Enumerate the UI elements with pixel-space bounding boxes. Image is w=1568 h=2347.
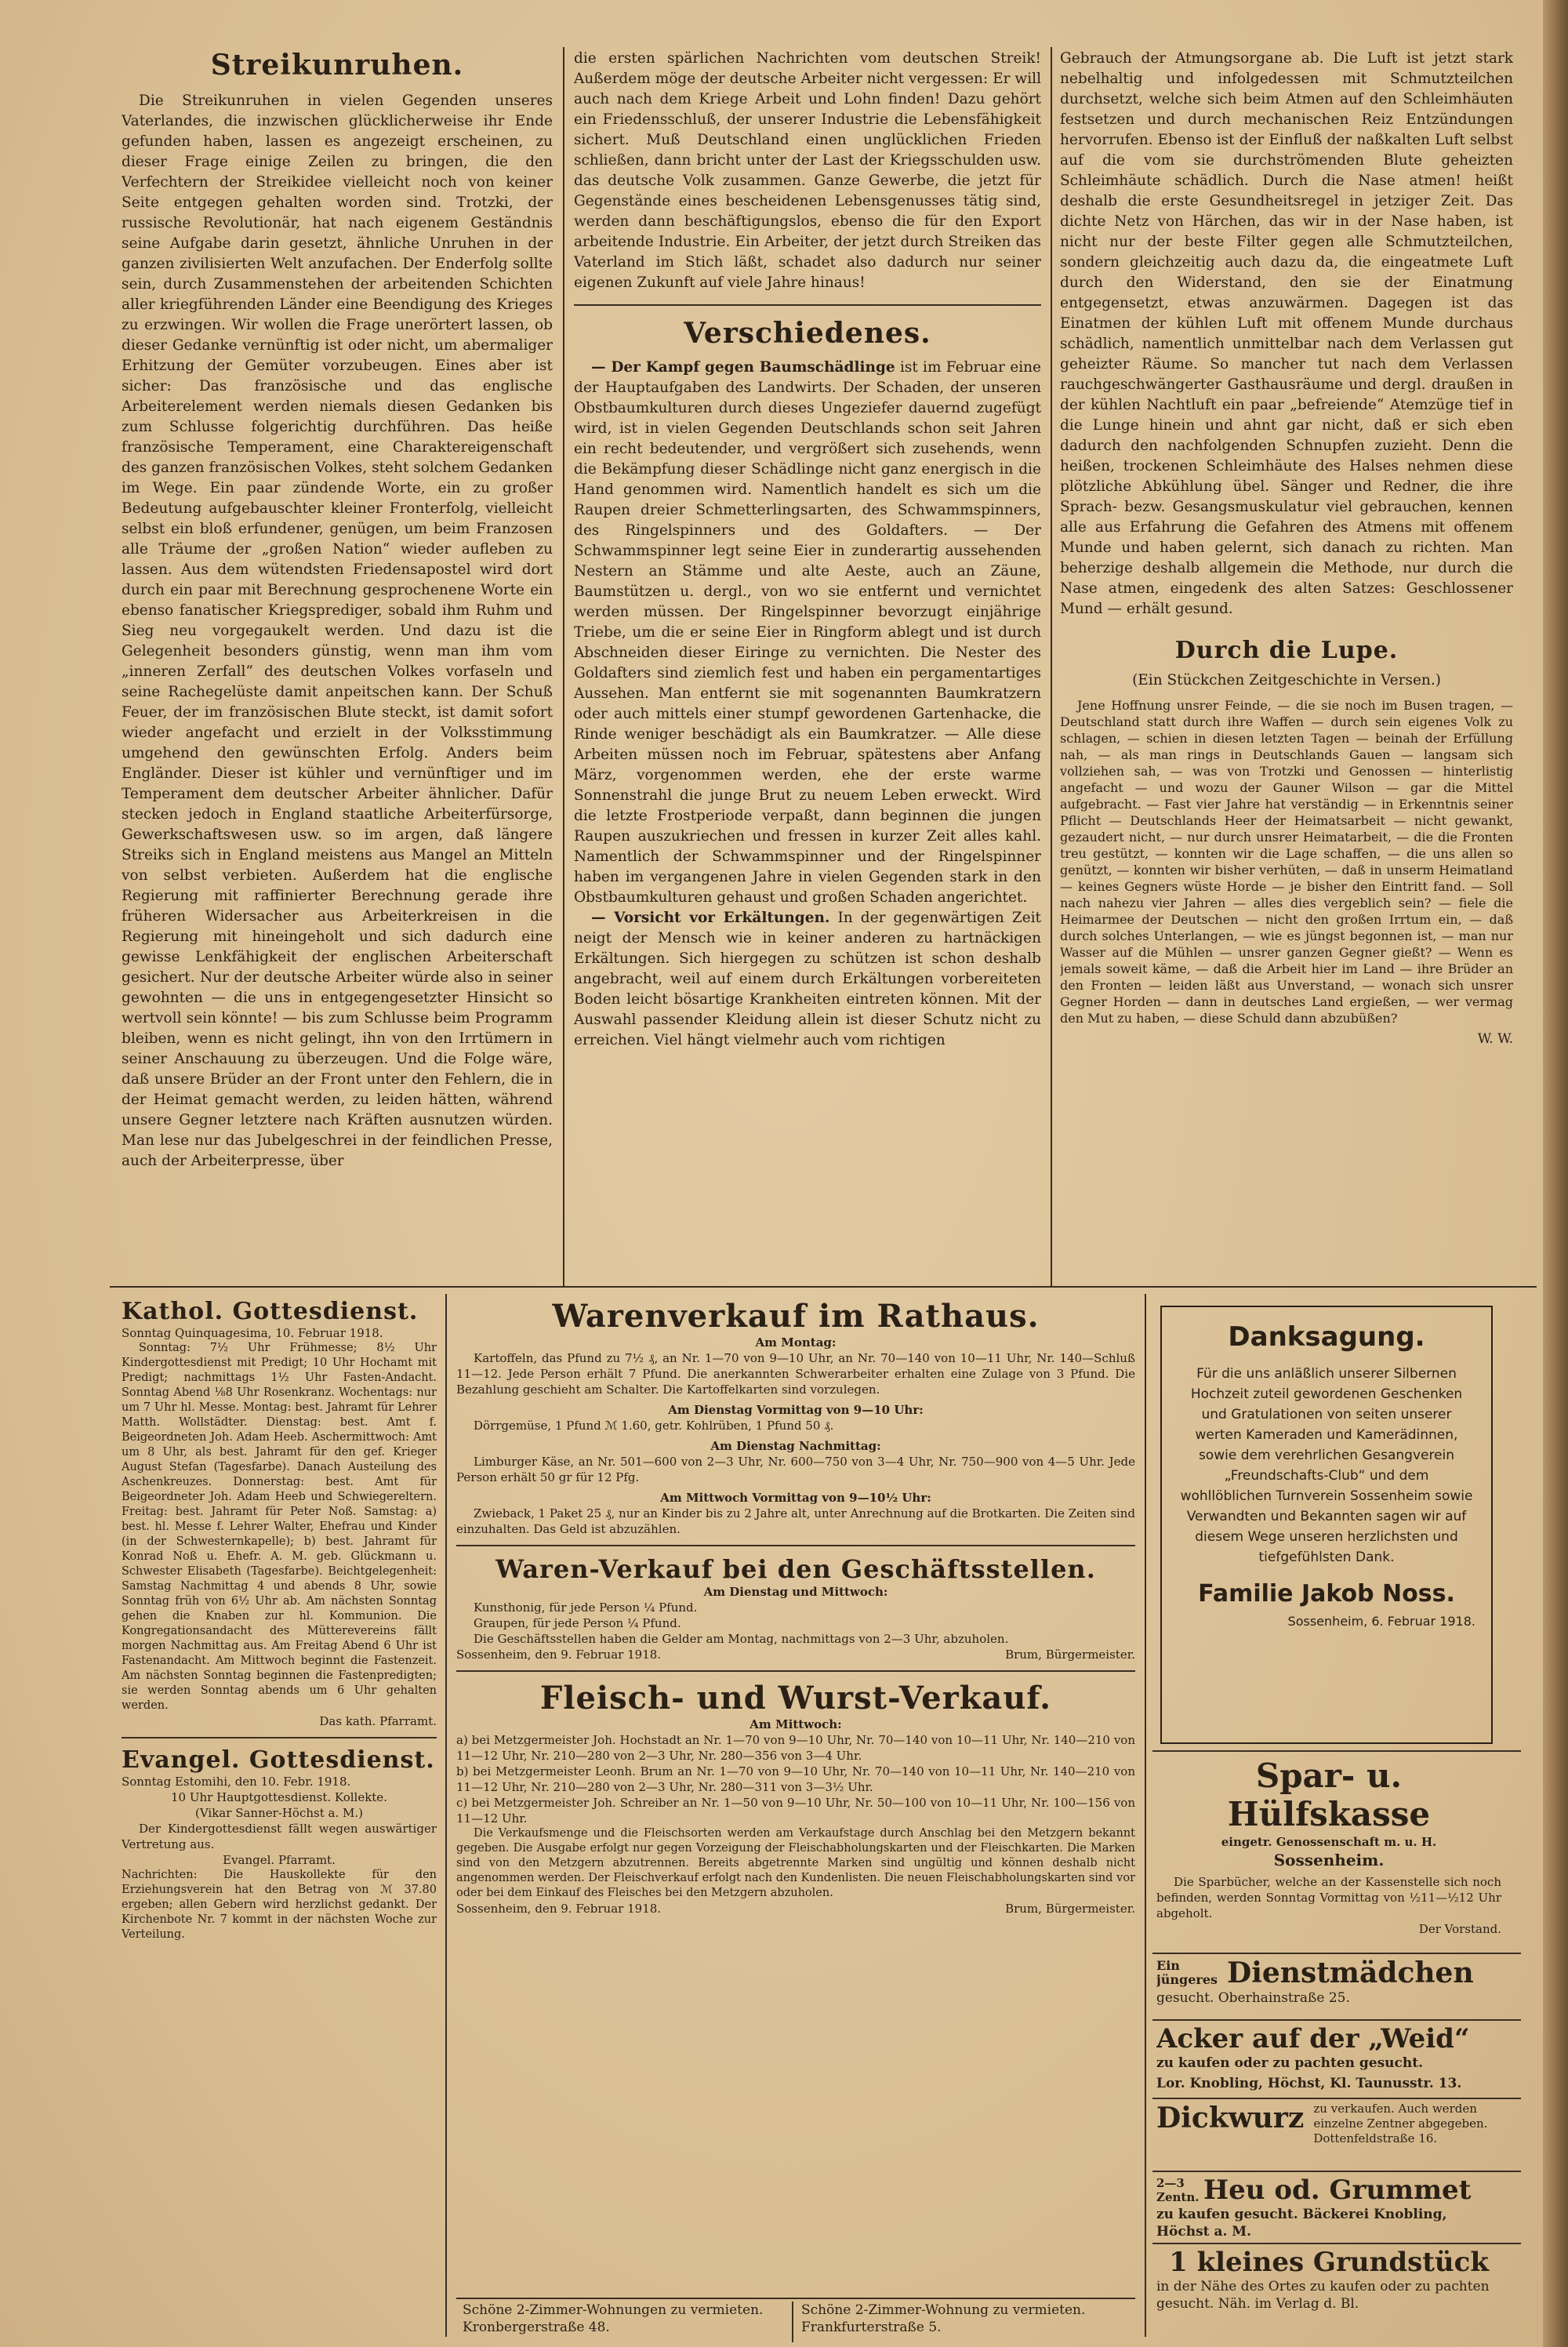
evangel-date: Sonntag Estomihi, den 10. Febr. 1918. (122, 1775, 351, 1789)
acker-title: Acker auf der „Weid“ (1156, 2023, 1470, 2055)
fleisch-title: Fleisch- und Wurst-Verkauf. (539, 1680, 1052, 1717)
divider (574, 304, 1041, 306)
evangel-line1: 10 Uhr Hauptgottesdienst. Kollekte. (171, 1790, 387, 1804)
rathaus-tuesday: Am Dienstag Vormittag von 9—10 Uhr: (668, 1403, 924, 1417)
rathaus-tuesday2-text: Limburger Käse, an Nr. 501—600 von 2—3 Uhr, Nr. 600—750 von 3—4 Uhr, Nr. 750—900 von 4—5 Uhr. Jede Person erhält 50 gr für 12 Pfg. (456, 1455, 1135, 1484)
column-rule (1051, 47, 1052, 1286)
divider (122, 1737, 437, 1738)
divider (456, 1545, 1135, 1546)
wohnung-ad-2 (801, 2302, 1131, 2342)
fleisch-place: Sossenheim, den 9. Februar 1918. (456, 1902, 662, 1916)
geschaeft-signer: Brum, Bürgermeister. (1005, 1648, 1135, 1662)
pest-body: ist im Februar eine der Hauptaufgaben des Landwirts. Der Schaden, der unseren Obstbaumkulturen durch dieses Ungeziefer dauernd zugefügt wird, ist in vielen Gegenden Deutschlands schon seit Jahren ein recht bedeutender, und vergrößert sich zusehends, wenn die Bekämpfung dieser Schädlinge nicht ganz energisch in die Hand genommen wird. Namentlich handelt es sich um die Raupen dreier Schmetterlingsarten, des Schwammspinners, des Ringelspinners und des Goldafters. — Der Schwammspinner legt seine Eier in zunderartig aussehenden Nestern an Stämme und alte Aeste, auch an Zäune, Baumstützen u. dergl., von wo sie entfernt und vernichtet werden müssen. Der Ringelspinner bevorzugt einjährige Triebe, um die er seine Eier in Ringform ablegt und ist durch Abschneiden dieser Eiringe zu vernichten. Die Nester des Goldafters sind ziemlich fest und haben ein pergamentartiges Aussehen. Man entfernt sie mit sogenannten Baumkratzern oder auch mittels einer stumpf gewordenen Gartenhacke, die Rinde weniger beschädigt als ein Baumkratzer. — Alle diese Arbeiten müssen noch im Februar, spätestens aber Anfang März, vorgenommen werden, ehe der erste warme Sonnenstrahl die junge Brut zu neuem Leben erweckt. Wird die letzte Frostperiode verpaßt, dann beginnen die jungen Raupen auszukriechen und fressen in kurzer Zeit alles kahl. Namentlich der Schwammspinner und der Ringelspinner haben im vergangenen Jahre in vielen Gegenden stark in den Obstbaumkulturen gehaust und großen Schaden angerichtet. (574, 359, 1041, 906)
poem-subtitle: (Ein Stückchen Zeitgeschichte in Versen.) (1132, 672, 1441, 688)
rathaus-tuesday-text: Dörrgemüse, 1 Pfund ℳ 1.60, getr. Kohlrüben, 1 Pfund 50 ₰. (474, 1419, 834, 1433)
fleisch-note: Die Verkaufsmenge und die Fleischsorten werden am Verkaufstage durch Anschlag bei den Metzgern bekannt gegeben. Die Ausgabe erfolgt nur gegen Vorzeigung der Fleischabholungskarten und der Fleischkarten. Die Marken sind von den Metzgern abzutrennen. Bereits abgetrennte Marken sind ungültig und können deshalb nicht angenommen werden. Der Fleischverkauf erfolgt nach den Kundenlisten. Die neuen Fleischabholungskarten sind vor oder bei dem Einkauf des Fleisches bei den Metzgern abzuholen. (456, 1827, 1135, 1899)
geschaeft-note: Die Geschäftsstellen haben die Gelder am Montag, nachmittags von 2—3 Uhr, abzuholen. (474, 1632, 1009, 1646)
rathaus-tuesday2: Am Dienstag Nachmittag: (710, 1439, 881, 1453)
geschaeft-line2: Graupen, für jede Person ¼ Pfund. (474, 1616, 681, 1630)
geschaeft-sub: Am Dienstag und Mittwoch: (703, 1585, 888, 1599)
column-right (1060, 49, 1513, 1284)
heu-ad (1156, 2174, 1501, 2241)
heu-text: zu kaufen gesucht. Bäckerei Knobling, Höchst a. M. (1156, 2207, 1447, 2240)
dienst-text: gesucht. Oberhainstraße 25. (1156, 1990, 1350, 2006)
rathaus-wednesday: Am Mittwoch Vormittag von 9—10½ Uhr: (660, 1491, 931, 1505)
fleisch-signer: Brum, Bürgermeister. (1005, 1902, 1135, 1916)
spar-title: Spar- u. Hülfskasse (1227, 1757, 1431, 1833)
section-rule (1152, 2171, 1521, 2172)
kathol-date: Sonntag Quinquagesima, 10. Februar 1918. (122, 1326, 383, 1340)
geschaeft-place: Sossenheim, den 9. Februar 1918. (456, 1648, 662, 1662)
article-body: Die Streikunruhen in vielen Gegenden unseres Vaterlandes, die inzwischen glücklicherweise ihr Ende gefunden haben, lassen es angezeigt erscheinen, zu dieser Frage einige Zeilen zu bringen, die den Verfechtern der Streikidee vielleicht noch von keiner Seite entgegen gehalten worden sind. Trotzki, der russische Revolutionär, hat nach eigenem Geständnis seine Aufgabe darin gesetzt, ähnliche Unruhen in der ganzen zivilisierten Welt anzufachen. Der Enderfolg sollte sein, durch Zusammenstehen der arbeitenden Schichten aller kriegführenden Länder eine Beendigung des Krieges zu erzwingen. Wir wollen die Frage unerörtert lassen, ob dieser Gedanke vernünftig ist oder nicht, um abermaliger Erhitzung der Gemüter vorzubeugen. Eines aber ist sicher: Das französische und das englische Arbeiterelement werden niemals diesen Gedanken bis zum Schlusse folgerichtig durchführen. Das heiße französische Temperament, eine Charaktereigenschaft des ganzen französischen Volkes, steht solchem Gedanken im Wege. Ein paar zündende Worte, ein zu großer Bedeutung aufgebauschter kleiner Fronterfolg, vielleicht selbst ein bloß erfundener, genügen, um beim Franzosen alle Träume der „großen Nation“ wieder aufleben zu lassen. Aus dem wütendsten Friedensapostel wird dort durch ein paar mit Berechnung gesprochenene Worte ein ebenso fanatischer Kriegsprediger, sobald ihm Ruhm und Sieg neu vorgegaukelt werden. Und dazu ist die Gelegenheit besonders günstig, wenn man ihm vom „inneren Zerfall“ des deutschen Volkes vorfaseln und seine Rachegelüste damit anpeitschen kann. Der Schuß Feuer, der im französischen Blute steckt, ist damit sofort wieder angefacht und erzielt in der Volksstimmung umgehend den gewünschten Erfolg. Anders beim Engländer. Dieser ist kühler und vernünftiger und im Temperament dem deutscher Arbeiter ähnlicher. Dafür stecken jedoch in England staatliche Arbeiterfürsorge, Gewerkschaftswesen usw. so im argen, daß längere Streiks sich in England meistens aus Mangel an Mitteln von selbst verbieten. Außerdem hat die englische Regierung mit raffinierter Berechnung gerade ihre früheren Widersacher aus Arbeiterkreisen in die Regierung mit hineingeholt und sich dadurch eine gewisse Lenkfähigkeit der englischen Arbeiterschaft gesichert. Nur der deutsche Arbeiter würde also in seiner gewohnten — die uns in entgegengesetzter Hinsicht so wertvoll sein könnte! — bis zum Schlusse beim Programm bleiben, wenn es nicht gelingt, ihn von den Irrtümern in seiner Anschauung zu überzeugen. Und die Folge wäre, daß unsere Brüder an der Front unter den Fehlern, die in der Heimat gemacht werden, zu leiden hätten, während unsere Gegner letztere nach Kräften ausnutzen würden. Man lese nur das Jubelgeschrei in der feindlichen Presse, auch der Arbeiterpresse, über (122, 93, 553, 1169)
wohnung-ad-1 (463, 2302, 784, 2342)
acker-ad (1156, 2023, 1501, 2098)
poem-signature: W. W. (1477, 1031, 1513, 1047)
spar-sub: eingetr. Genossenschaft m. u. H. (1221, 1835, 1437, 1849)
section-rule (456, 2298, 1135, 2299)
danksagung-family: Familie Jakob Noss. (1198, 1580, 1455, 1608)
fleisch-footer (456, 1901, 1135, 1916)
geschaeft-title: Waren-Verkauf bei den Geschäftsstellen. (495, 1554, 1096, 1584)
dickwurz-ad (1156, 2102, 1501, 2168)
heu-title: Heu od. Grummet (1203, 2174, 1472, 2206)
evangel-body: Der Kindergottesdienst fällt wegen auswärtiger Vertretung aus. (122, 1822, 437, 1851)
section-rule (1152, 1953, 1521, 1954)
article-title: Verschiedenes. (684, 317, 931, 350)
danksagung-title: Danksagung. (1228, 1321, 1425, 1353)
grund-text: in der Nähe des Ortes zu kaufen oder zu pachten gesucht. Näh. im Verlag d. Bl. (1156, 2279, 1490, 2312)
evangel-news: Nachrichten: Die Hauskollekte für den Erziehungsverein hat den Betrag von ℳ 37.80 ergeben; allen Gebern wird herzlichst gedankt. Der Kirchenbote Nr. 7 kommt in der nächsten Woche zur Verteilung. (122, 1869, 437, 1941)
acker-text: zu kaufen oder zu pachten gesucht. (1156, 2055, 1424, 2071)
fleisch-sub: Am Mittwoch: (750, 1717, 842, 1731)
section-rule (110, 1286, 1537, 1288)
evangel-sig: Evangel. Pfarramt. (223, 1853, 336, 1867)
wohnung-2-text: Schöne 2-Zimmer-Wohnung zu vermieten. Frankfurterstraße 5. (801, 2302, 1086, 2335)
column-rule (792, 2302, 793, 2342)
dienst-ad (1156, 1956, 1501, 2018)
section-rule (1152, 2098, 1521, 2099)
rathaus-wednesday-text: Zwieback, 1 Paket 25 ₰, nur an Kinder bis zu 2 Jahre alt, unter Anrechnung auf die Brotkarten. Die Zeiten sind einzuhalten. Das Geld ist abzuzählen. (456, 1506, 1135, 1536)
heu-pre: 2—3 Zentn. (1156, 2176, 1200, 2204)
grundstueck-ad (1156, 2247, 1501, 2341)
rathaus-monday-text: Kartoffeln, das Pfund zu 7½ ₰, an Nr. 1—70 von 9—10 Uhr, an Nr. 70—140 von 10—11 Uhr, Nr. 140—Schluß 11—12. Jede Person erhält 7 Pfund. Die anerkannten Schwerarbeiter erhalten eine Zulage von 3 Pfund. Die Bezahlung geschieht am Schalter. Die Kartoffelkarten sind vorzulegen. (456, 1351, 1135, 1397)
danksagung-place: Sossenheim, 6. Februar 1918. (1287, 1614, 1475, 1629)
article-title: Streikunruhen. (210, 49, 464, 82)
cold-body: In der gegenwärtigen Zeit neigt der Mensch wie in keiner anderen zu hartnäckigen Erkältungen. Sich hiergegen zu schützen ist schon deshalb angebracht, weil auf einem durch Erkältungen vorbereiteten Boden leicht bösartige Krankheiten eintreten können. Mit der Auswahl passender Kleidung allein ist dieser Schutz nicht zu erreichen. Viel hängt vielmehr auch vom richtigen (574, 910, 1041, 1048)
evangel-title: Evangel. Gottesdienst. (122, 1746, 435, 1774)
evangel-line2: (Vikar Sanner-Höchst a. M.) (195, 1806, 363, 1820)
article-strike (122, 49, 553, 1284)
pest-lead: — Der Kampf gegen Baumschädlinge (591, 359, 895, 376)
dickwurz-title: Dickwurz (1156, 2102, 1305, 2134)
kathol-body: Sonntag: 7½ Uhr Frühmesse; 8½ Uhr Kindergottesdienst mit Predigt; 10 Uhr Hochamt mit Predigt; nachmittags 1½ Uhr Fasten-Andacht. Sonntag Abend ⅛8 Uhr Rosenkranz. Wochentags: nur um 7 Uhr hl. Messe. Montag: best. Jahramt für Lehrer Matth. Wollstädter. Dienstag: best. Amt f. Beigeordneten Joh. Adam Heeb. Aschermittwoch: Amt um 8 Uhr, als best. Jahramt für den gef. Krieger August Stefan (Tagesfarbe). Danach Austeilung des Aschenkreuzes. Donnerstag: best. Amt für Beigeordneter Joh. Adam Heeb und Schwiegereltern. Freitag: best. Jahramt für Peter Noß. Samstag: a) best. hl. Messe f. Lehrer Walter, Ehefrau und Kinder (in der Schwesternkapelle); b) best. Jahramt für Konrad Noß u. Ehefr. A. M. geb. Glückmann u. Schwester Elisabeth (Tagesfarbe). Beichtgelegenheit: Samstag Nachmittag 4 und abends 8 Uhr, sowie Sonntag früh von 6½ Uhr ab. Am nächsten Sonntag gehen die Knaben zur hl. Kommunion. Die Kongregationsandacht des Mütterevereins fällt morgen Nachmittag aus. Am Freitag Abend 6 Uhr ist Fastenandacht. Am Mittwoch beginnt die Fastenzeit. Am nächsten Sonntag beginnen die Fastenpredigten; sie werden Sonntag abends um 6 Uhr gehalten werden. (122, 1342, 437, 1712)
divider (456, 1670, 1135, 1672)
column-rule (563, 47, 564, 1286)
acker-addr: Lor. Knobling, Höchst, Kl. Taunusstr. 13. (1156, 2076, 1462, 2091)
kathol-sig: Das kath. Pfarramt. (319, 1714, 437, 1728)
cold-paragraph (574, 908, 1041, 1051)
page-edge (1543, 0, 1568, 2347)
column-middle (574, 49, 1041, 1284)
column-rule (1145, 1294, 1146, 2337)
rathaus-title: Warenverkauf im Rathaus. (552, 1298, 1040, 1335)
fleisch-b: b) bei Metzgermeister Leonh. Brum an Nr. 1—70 von 9—10 Uhr, Nr. 70—140 von 10—11 Uhr, Nr. 140—210 von 11—12 Uhr, Nr. 210—280 von 2—3 Uhr, Nr. 280—311 von 3—3½ Uhr. (456, 1764, 1135, 1794)
spar-ad (1156, 1757, 1501, 1953)
column-rule (445, 1294, 447, 2337)
cold-body-continued: Gebrauch der Atmungsorgane ab. Die Luft ist jetzt stark nebelhaltig und infolgedessen mit Schmutzteilchen durchsetzt, welche sich beim Atmen auf den Schleimhäuten festsetzen und durch mechanischen Reiz Entzündungen hervorrufen. Ebenso ist der Einfluß der naßkalten Luft selbst auf die vom sie durchströmenden Blute geheizten Schleimhäute schädlich. Durch die Nase atmen! heißt deshalb die erste Gesundheitsregel in jetziger Zeit. Das dichte Netz von Härchen, das wir in der Nase haben, ist nicht nur der beste Filter gegen alle Schmutzteilchen, sondern gleichzeitig auch dazu da, die eingeatmete Luft durch den Widerstand, den sie der Einatmung entgegensetzt, etwas anzuwärmen. Dagegen ist das Einatmen der kühlen Luft mit offenem Munde durchaus schädlich, namentlich unmittelbar nach dem Verlassen gut geheizter Räume. So mancher tut nach dem Verlassen rauchgeschwängerter Gasthausräume und dergl. draußen in der kühlen Nachtluft ein paar „befreiende“ Atemzüge tief in die Lunge hinein und ahnt gar nicht, daß er sich eben dadurch den nachfolgenden Schnupfen zuzieht. Denn die heißen, trockenen Schleimhäute des Halses nehmen diese plötzliche Abkühlung übel. Sänger und Redner, die ihre Sprach- bezw. Gesangsmuskulatur viel gebrauchen, kennen alle aus Erfahrung die Gefahren des Atmens mit offenem Munde und haben gelernt, sich danach zu richten. Man beherzige deshalb allgemein die Methode, nur durch die Nase atmen, eingedenk des alten Satzes: Geschlossener Mund — erhält gesund. (1060, 50, 1513, 617)
article-body-continued: die ersten spärlichen Nachrichten vom deutschen Streik! Außerdem möge der deutsche Arbeiter nicht vergessen: Er will auch nach dem Kriege Arbeit und Lohn finden! Dazu gehört ein Friedensschluß, der unserer Industrie die Lebensfähigkeit sichert. Muß Deutschland einen unglücklichen Frieden schließen, dann bricht unter der Last der Kriegsschulden usw. das deutsche Volk zusammen. Ganze Gewerbe, die jetzt für Gegenstände eines bescheidenen Lebensgenusses tätig sind, werden dann beschäftigungslos, ebenso die für den Export arbeitende Industrie. Ein Arbeiter, der jetzt durch Streiken das Vaterland im Stich läßt, schadet also dadurch nur seiner eigenen Zukunft auf viele Jahre hinaus! (574, 50, 1041, 291)
section-rule (1152, 1750, 1521, 1752)
rathaus-monday: Am Montag: (755, 1335, 837, 1350)
pest-paragraph (574, 358, 1041, 908)
kathol-title: Kathol. Gottesdienst. (122, 1298, 419, 1325)
geschaeft-line1: Kunsthonig, für jede Person ¼ Pfund. (474, 1600, 698, 1615)
fleisch-a: a) bei Metzgermeister Joh. Hochstadt an Nr. 1—70 von 9—10 Uhr, Nr. 70—140 von 10—11 Uhr, Nr. 140—210 von 11—12 Uhr, Nr. 210—280 von 2—3 Uhr, Nr. 280—356 von 3—4 Uhr. (456, 1733, 1135, 1763)
danksagung-body: Für die uns anläßlich unserer Silbernen Hochzeit zuteil gewordenen Geschenken und Gratulationen von seiten unserer werten Kameraden und Kamerädinnen, sowie dem verehrlichen Gesangverein „Freundschafts-Club“ und dem wohllöblichen Turnverein Sossenheim sowie Verwandten und Bekannten sagen wir auf diesem Wege unseren herzlichsten und tiefgefühlsten Dank. (1180, 1366, 1473, 1565)
dickwurz-text: zu verkaufen. Auch werden einzelne Zentner abgegeben. Dottenfeldstraße 16. (1313, 2102, 1488, 2145)
fleisch-c: c) bei Metzgermeister Joh. Schreiber an Nr. 1—50 von 9—10 Uhr, Nr. 50—100 von 10—11 Uhr, Nr. 100—156 von 11—12 Uhr. (456, 1796, 1135, 1826)
dienst-title: Dienstmädchen (1227, 1956, 1474, 1989)
section-rule (1152, 2243, 1521, 2244)
spar-sig: Der Vorstand. (1418, 1922, 1501, 1936)
spar-town: Sossenheim. (1273, 1851, 1385, 1869)
danksagung-box (1160, 1306, 1493, 1744)
section-rule (1152, 2019, 1521, 2021)
wohnung-1-text: Schöne 2-Zimmer-Wohnungen zu vermieten. Kronbergerstraße 48. (463, 2302, 764, 2335)
geschaeft-footer (456, 1647, 1135, 1662)
cold-lead: — Vorsicht vor Erkältungen. (591, 910, 830, 926)
poem-title: Durch die Lupe. (1174, 637, 1399, 664)
poem-body: Jene Hoffnung unsrer Feinde, — die sie noch im Busen tragen, — Deutschland statt durch ihre Waffen — durch sein eigenes Volk zu schlagen, — schien in diesen letzten Tagen — beinah der Erfüllung nah, — als man rings in Deutschlands Gauen — langsam sich vollziehen sah, — was von Trotzki und Genossen — hinterlistig angefacht — und wozu der Gauner Wilson — gar die Mittel aufgebracht. — Fast vier Jahre hat verständig — in Erkenntnis seiner Pflicht — Deutschlands Heer der Heimatsarbeit — nicht gewankt, gezaudert nicht, — nur durch unsrer Heimatarbeit, — die die Fronten treu gestützt, — konnten wir die Lage schaffen, — die uns allen so genützt, — konnten wir bisher verhüten, — daß in unserm Heimatland — keines Gegners wüste Horde — je bisher den Eintritt fand. — Soll nach nahezu vier Jahren — alles dies vergeblich sein? — fiele die Heimarmee der Deutschen — nicht den großen Irrtum ein, — daß durch solches Unterlangen, — wie es jüngst begonnen ist, — man nur Wasser auf die Mühlen — unsrer ganzen Gegner gießt? — Wenn es jemals soweit käme, — daß die Arbeit hier im Land — ihre Brüder an den Fronten — leiden läßt aus Unverstand, — wonach sich unsrer Gegner Horden — dann in deutsches Land ergießen, — wer vermag den Mut zu haben, — diese Schuld dann abzubüßen? (1060, 698, 1513, 1026)
grund-title: 1 kleines Grundstück (1169, 2247, 1489, 2278)
dienst-pre: Ein jüngeres (1156, 1958, 1218, 1987)
spar-body: Die Sparbücher, welche an der Kassenstelle sich noch befinden, werden Sonntag Vormittag von ½11—½12 Uhr abgeholt. (1156, 1875, 1501, 1920)
church-notices (122, 1298, 437, 2337)
rathaus-notices (456, 1298, 1135, 2294)
